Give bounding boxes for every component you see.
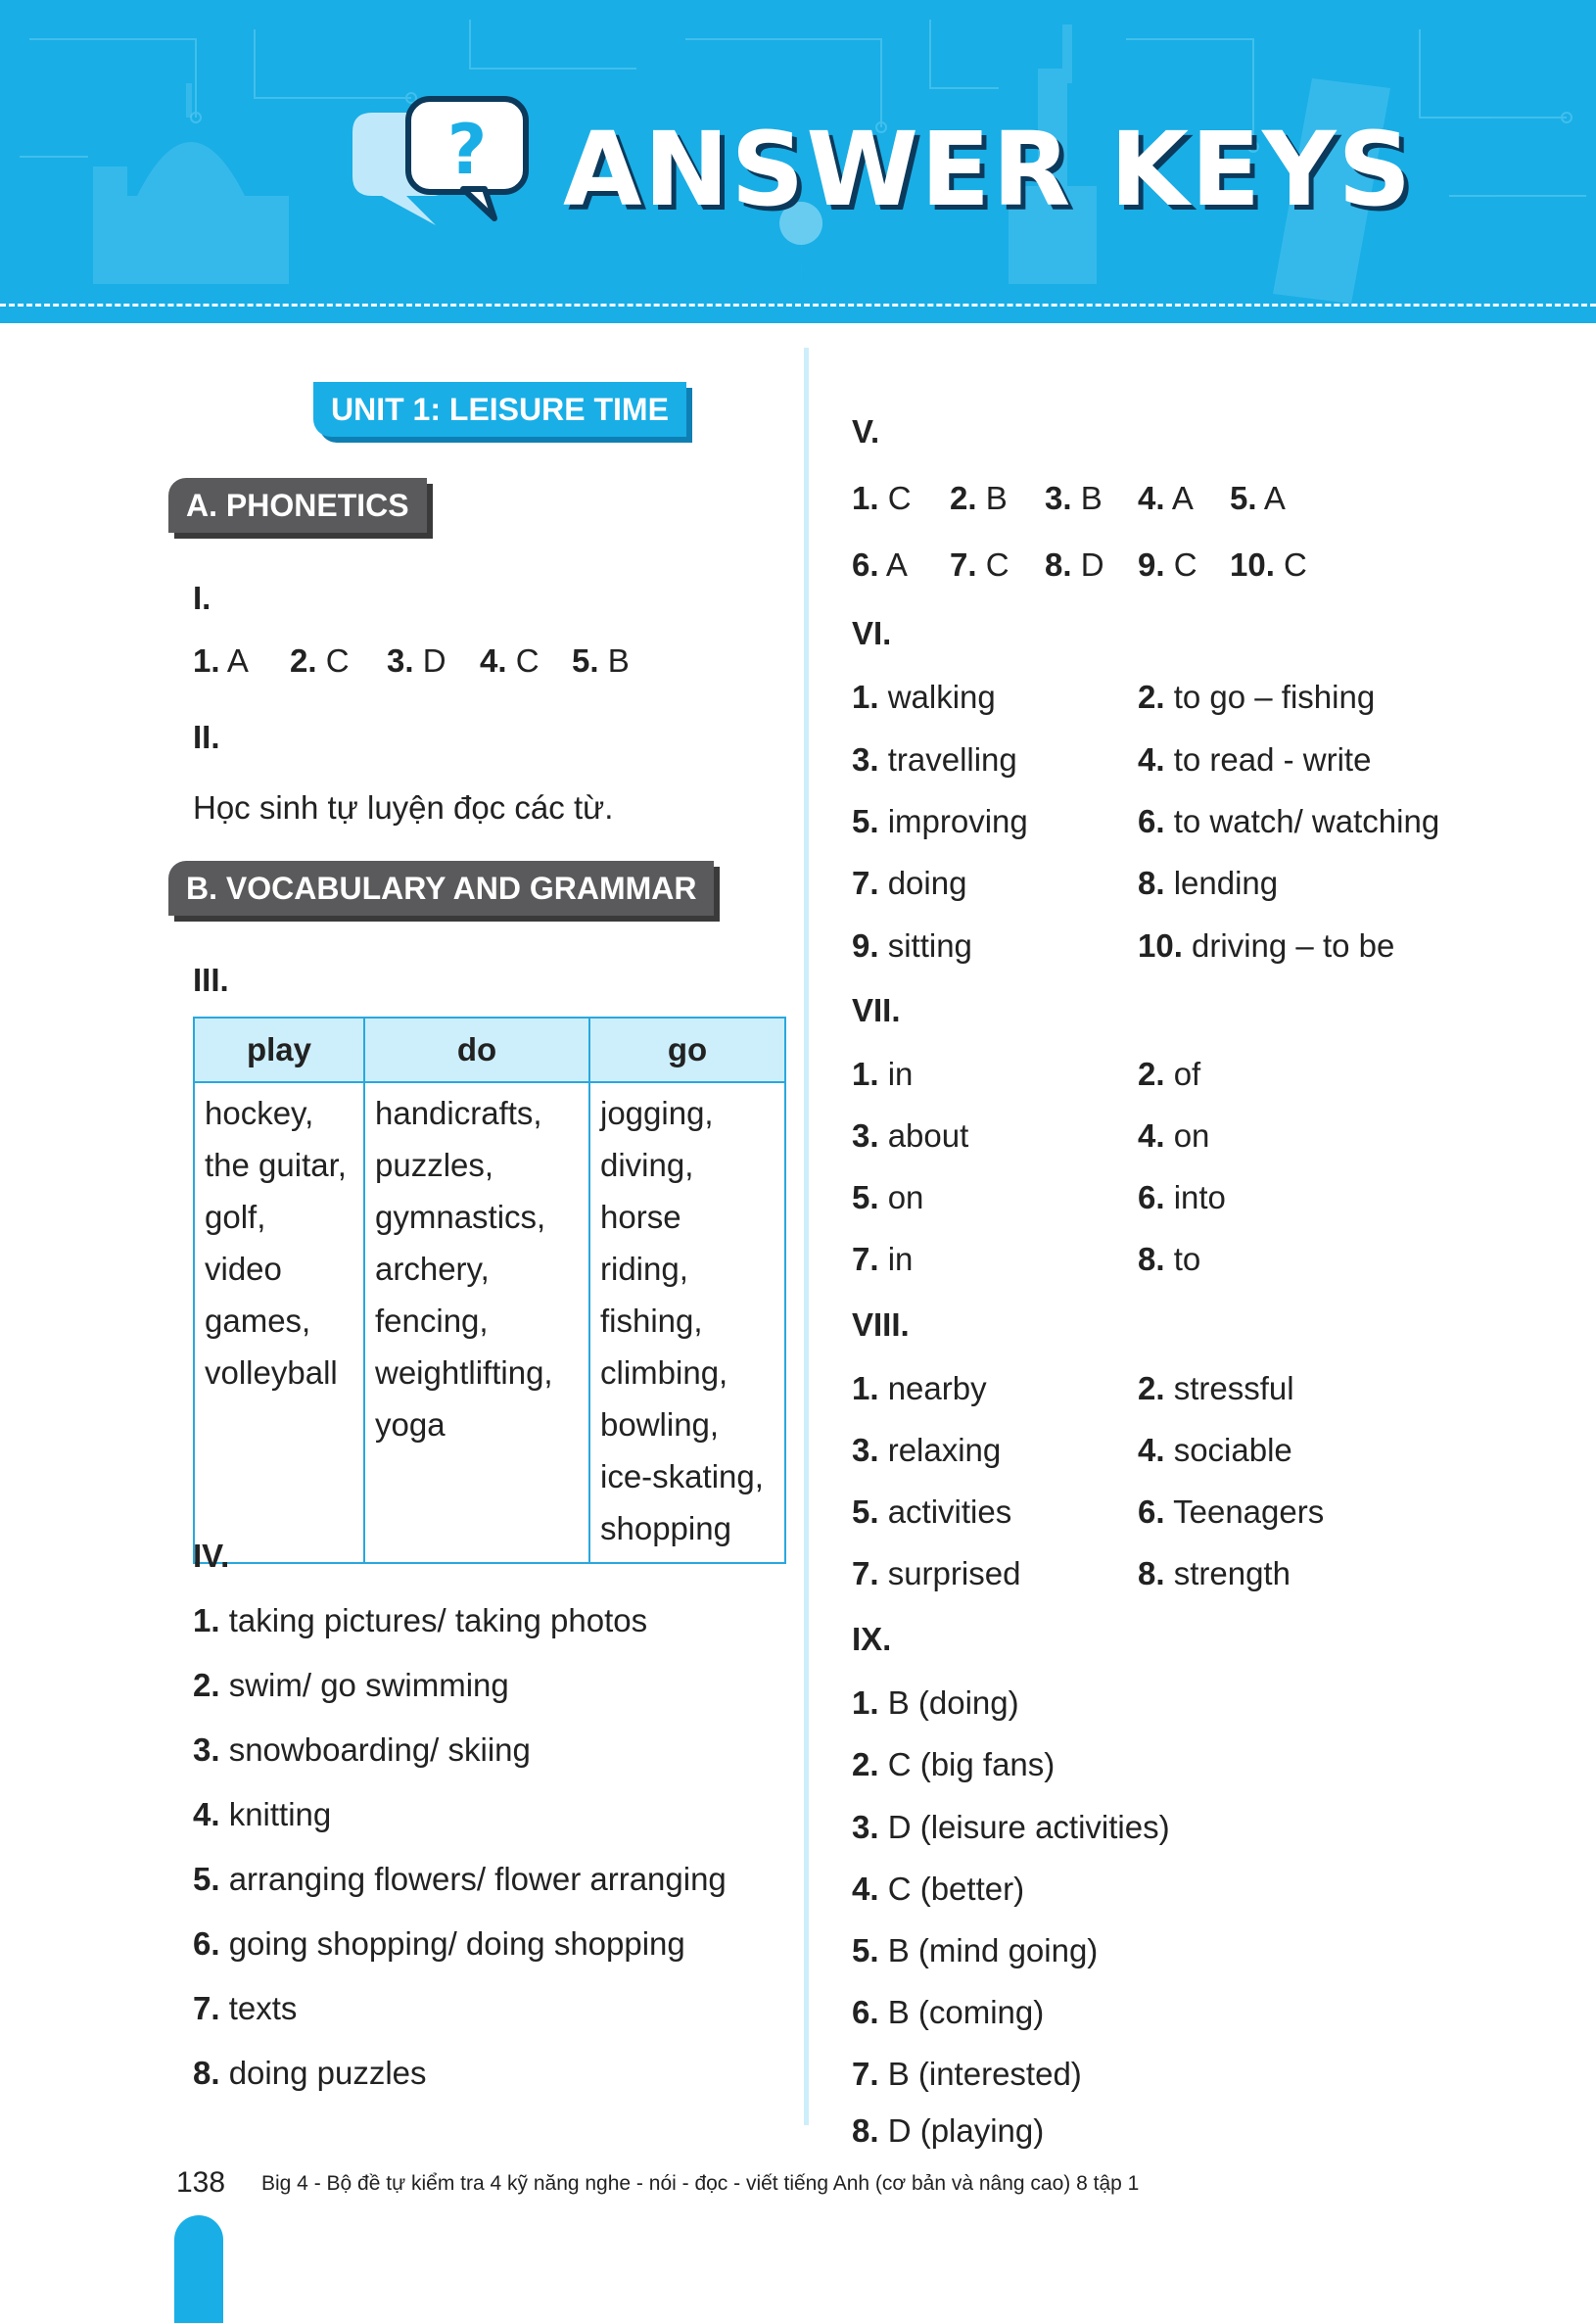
part-2-text: Học sinh tự luyện đọc các từ. xyxy=(193,789,614,826)
part-3-label: III. xyxy=(193,962,229,998)
answer-item: 7. in xyxy=(852,1241,914,1277)
table-row xyxy=(194,1082,785,1563)
answer-item: 10. C xyxy=(1230,546,1307,583)
answer-item: 3. D (leisure activities) xyxy=(852,1809,1170,1845)
answer-item: 1. taking pictures/ taking photos xyxy=(193,1602,648,1638)
answer-item: 5. arranging flowers/ flower arranging xyxy=(193,1861,727,1897)
answer-item: 8. D (playing) xyxy=(852,2112,1045,2149)
answer-item: 4. to read - write xyxy=(1138,741,1372,778)
answer-item: 1. A xyxy=(193,642,249,679)
answer-item: 6. into xyxy=(1138,1179,1226,1215)
part-2-label: II. xyxy=(193,719,220,755)
column-divider xyxy=(804,348,809,2125)
part-6-label: VI. xyxy=(852,615,892,651)
answer-item: 6. going shopping/ doing shopping xyxy=(193,1925,685,1962)
answer-item: 3. snowboarding/ skiing xyxy=(193,1731,531,1768)
book-title: Big 4 - Bộ đề tự kiểm tra 4 kỹ năng nghe - nói - đọc - viết tiếng Anh (cơ bản và nâng cao) 8 tập 1 xyxy=(261,2172,1140,2195)
answer-item: 7. texts xyxy=(193,1990,298,2026)
table-header-go: go xyxy=(589,1018,785,1082)
verb-activity-table xyxy=(193,1017,786,1564)
answer-item: 2. B xyxy=(950,480,1008,516)
answer-item: 5. on xyxy=(852,1179,924,1215)
answer-item: 4. C (better) xyxy=(852,1871,1025,1907)
answer-item: 9. sitting xyxy=(852,927,972,964)
answer-item: 8. lending xyxy=(1138,865,1279,901)
answer-item: 5. A xyxy=(1230,480,1286,516)
answer-item: 4. knitting xyxy=(193,1796,332,1832)
answer-item: 8. doing puzzles xyxy=(193,2055,427,2091)
question-bubble-icon xyxy=(348,93,543,230)
answer-item: 9. C xyxy=(1138,546,1197,583)
answer-item: 5. activities xyxy=(852,1493,1012,1530)
part-1-label: I. xyxy=(193,580,211,616)
answer-item: 3. travelling xyxy=(852,741,1017,778)
answer-item: 7. B (interested) xyxy=(852,2056,1082,2092)
answer-item: 6. Teenagers xyxy=(1138,1493,1325,1530)
answer-item: 3. B xyxy=(1045,480,1103,516)
answer-item: 4. A xyxy=(1138,480,1194,516)
answer-item: 7. doing xyxy=(852,865,967,901)
answer-item: 5. B (mind going) xyxy=(852,1932,1099,1968)
answer-item: 6. A xyxy=(852,546,908,583)
answer-item: 4. sociable xyxy=(1138,1432,1292,1468)
answer-item: 2. C xyxy=(290,642,350,679)
answer-item: 2. C (big fans) xyxy=(852,1746,1056,1782)
answer-item: 5. improving xyxy=(852,803,1028,839)
answer-item: 5. B xyxy=(572,642,630,679)
answer-item: 1. C xyxy=(852,480,912,516)
answer-item: 3. relaxing xyxy=(852,1432,1002,1468)
answer-item: 8. to xyxy=(1138,1241,1201,1277)
section-a-title: A. PHONETICS xyxy=(168,478,427,533)
answer-item: 1. in xyxy=(852,1056,914,1092)
answer-item: 3. D xyxy=(387,642,446,679)
table-cell-go: jogging, diving, horse riding, fishing, climbing, bowling, ice-skating, shopping xyxy=(589,1082,785,1563)
unit-title-badge: UNIT 1: LEISURE TIME xyxy=(313,382,686,437)
answer-item: 2. swim/ go swimming xyxy=(193,1667,509,1703)
dashed-divider xyxy=(0,304,1596,307)
part-9-label: IX. xyxy=(852,1621,892,1657)
part-8-label: VIII. xyxy=(852,1306,910,1343)
table-header-do: do xyxy=(364,1018,589,1082)
answer-item: 6. B (coming) xyxy=(852,1994,1045,2030)
answer-item: 4. C xyxy=(480,642,540,679)
answer-item: 1. B (doing) xyxy=(852,1684,1019,1721)
answer-item: 7. surprised xyxy=(852,1555,1021,1591)
answer-item: 8. D xyxy=(1045,546,1104,583)
answer-item: 7. C xyxy=(950,546,1009,583)
answer-item: 3. about xyxy=(852,1117,969,1154)
answer-item: 8. strength xyxy=(1138,1555,1291,1591)
part-4-label: IV. xyxy=(193,1538,230,1574)
table-cell-do: handicrafts, puzzles, gymnastics, archery, fencing, weightlifting, yoga xyxy=(364,1082,589,1563)
answer-item: 6. to watch/ watching xyxy=(1138,803,1440,839)
answer-item: 1. walking xyxy=(852,679,996,715)
page-number: 138 xyxy=(176,2166,226,2199)
answer-item: 4. on xyxy=(1138,1117,1210,1154)
page-tab-marker xyxy=(174,2215,223,2323)
part-5-label: V. xyxy=(852,413,880,450)
header-banner xyxy=(0,0,1596,323)
part-7-label: VII. xyxy=(852,992,901,1028)
answer-item: 2. to go – fishing xyxy=(1138,679,1376,715)
answer-item: 10. driving – to be xyxy=(1138,927,1395,964)
svg-text:?: ? xyxy=(446,110,488,190)
answer-item: 1. nearby xyxy=(852,1370,987,1406)
section-b-title: B. VOCABULARY AND GRAMMAR xyxy=(168,861,714,916)
table-cell-play: hockey, the guitar, golf, video games, volleyball xyxy=(194,1082,364,1563)
table-header-play: play xyxy=(194,1018,364,1082)
answer-item: 2. of xyxy=(1138,1056,1201,1092)
answer-item: 2. stressful xyxy=(1138,1370,1294,1406)
page-title: ANSWER KEYS xyxy=(563,110,1414,229)
